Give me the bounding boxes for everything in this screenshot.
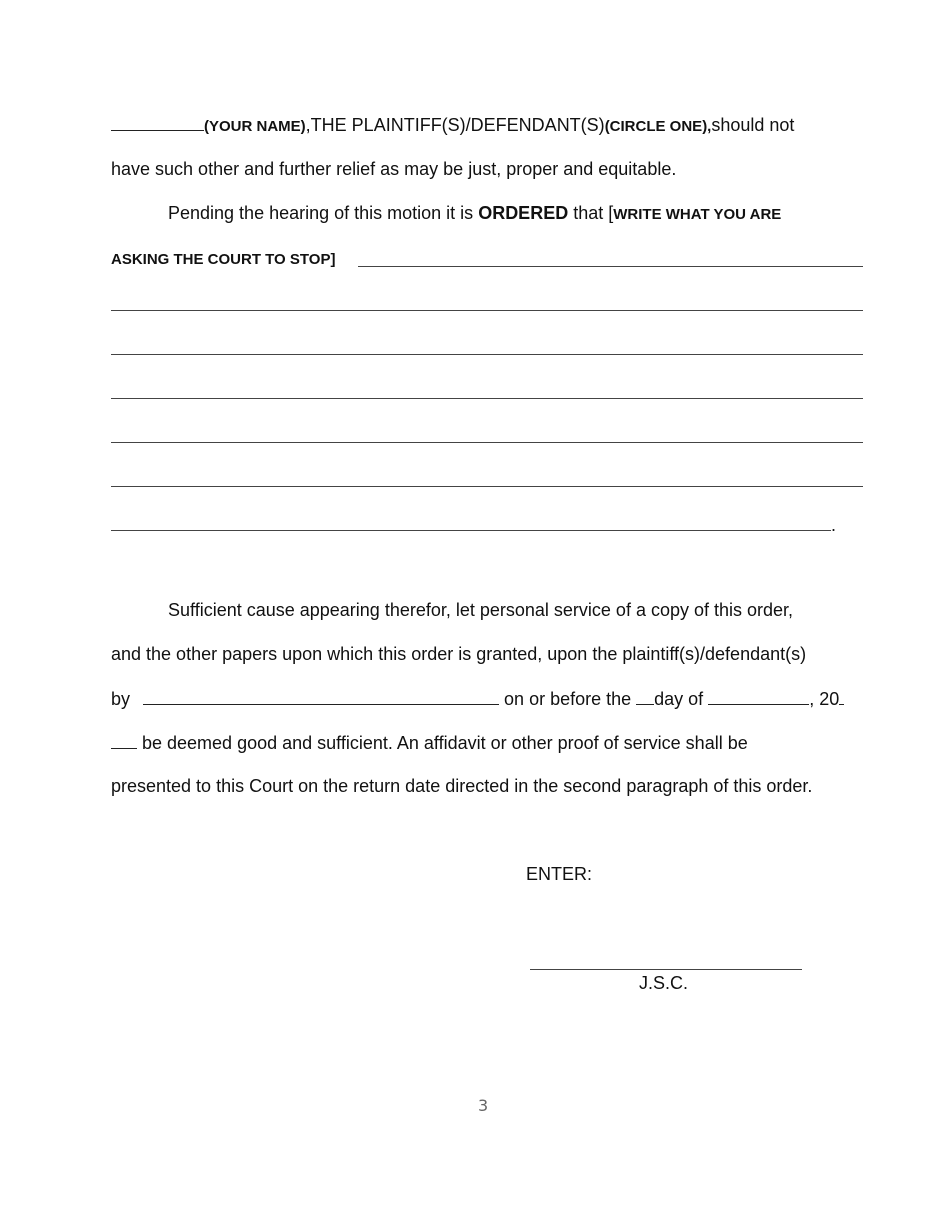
day-blank[interactable]	[636, 687, 654, 705]
jsc-label: J.S.C.	[639, 973, 689, 993]
line4-text: be deemed good and sufficient. An affidavit or other proof of service shall be	[137, 733, 748, 753]
year-prefix: , 20	[809, 689, 840, 709]
period: .	[831, 515, 837, 535]
page-number: 3	[478, 1096, 489, 1115]
day-of-text: day of	[654, 689, 709, 709]
para3-line1: Sufficient cause appearing therefor, let personal service of a copy of this order,	[168, 600, 794, 620]
para3-line2: and the other papers upon which this order is granted, upon the plaintiff(s)/defendant(s)	[111, 644, 807, 664]
month-blank[interactable]	[708, 687, 809, 705]
order-blank-line[interactable]	[358, 266, 863, 267]
your-name-blank[interactable]	[111, 113, 204, 131]
para2-line2	[111, 247, 335, 269]
pending-text: Pending the hearing of this motion it is	[168, 203, 479, 223]
order-blank-line[interactable]	[111, 354, 863, 355]
para1-line1	[111, 113, 794, 135]
para2-line1	[168, 202, 781, 224]
should-not-text: should not	[711, 115, 795, 135]
party-text: ,THE PLAINTIFF(S)/DEFENDANT(S)	[305, 115, 605, 135]
para3-line3	[111, 687, 844, 709]
para3-line4	[111, 731, 748, 753]
bracket: [	[608, 203, 614, 223]
order-blank-line[interactable]	[111, 530, 831, 531]
year-blank[interactable]	[839, 687, 844, 705]
enter-label: ENTER:	[526, 864, 593, 884]
by-text: by	[111, 689, 131, 709]
circle-one-label: (CIRCLE ONE),	[604, 118, 712, 135]
instruction-text-1: WRITE WHAT YOU ARE	[613, 206, 782, 223]
instruction-text-2: ASKING THE COURT TO STOP]	[111, 251, 336, 268]
para1-line2: have such other and further relief as may be just, proper and equitable.	[111, 159, 677, 179]
order-blank-line[interactable]	[111, 442, 863, 443]
order-blank-line[interactable]	[111, 398, 863, 399]
order-blank-line[interactable]	[111, 310, 863, 311]
para3-line5: presented to this Court on the return date directed in the second paragraph of this order.	[111, 776, 813, 796]
year-blank-2[interactable]	[111, 731, 137, 749]
served-by-blank[interactable]	[143, 687, 499, 705]
that-text: that	[568, 203, 609, 223]
on-or-before-text: on or before the	[504, 689, 637, 709]
signature-line[interactable]	[530, 969, 802, 970]
your-name-label: (YOUR NAME)	[204, 118, 306, 135]
ordered-text: ORDERED	[478, 203, 569, 223]
order-blank-line[interactable]	[111, 486, 863, 487]
